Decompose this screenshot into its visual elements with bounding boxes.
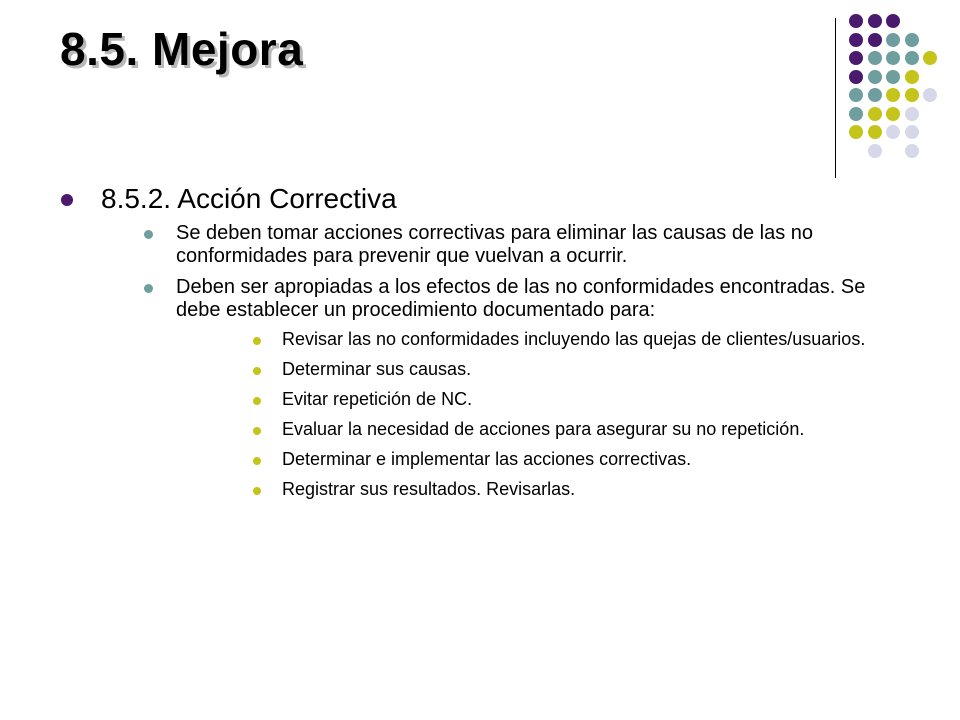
decorative-dot — [868, 70, 882, 84]
subpoint-text: Revisar las no conformidades incluyendo las quejas de clientes/usuarios. — [282, 329, 866, 349]
decorative-dot — [868, 51, 882, 65]
decorative-dot — [923, 88, 937, 102]
bullet-list-level-1 — [57, 182, 877, 500]
bullet-dot-icon — [253, 487, 261, 495]
bullet-list-level-2 — [101, 222, 877, 500]
decorative-dot — [868, 88, 882, 102]
decorative-dot — [905, 107, 919, 121]
decorative-dot — [849, 125, 863, 139]
decorative-dot — [886, 125, 900, 139]
point-text: Se deben tomar acciones correctivas para eliminar las causas de las no conformidades para prevenir que vuelvan a ocurrir. — [176, 222, 813, 267]
decorative-dot — [849, 33, 863, 47]
decorative-dot — [923, 51, 937, 65]
decorative-dot — [868, 33, 882, 47]
list-item — [176, 449, 877, 470]
subpoint-text: Evaluar la necesidad de acciones para asegurar su no repetición. — [282, 419, 805, 439]
decorative-dot — [905, 51, 919, 65]
heading-item — [57, 182, 877, 500]
decorative-dot — [905, 144, 919, 158]
decorative-dot — [886, 51, 900, 65]
list-item — [101, 276, 877, 500]
bullet-dot-icon — [253, 397, 261, 405]
decorative-dot — [868, 125, 882, 139]
list-item — [176, 419, 877, 440]
bullet-dot-icon — [253, 427, 261, 435]
subpoint-text: Determinar e implementar las acciones correctivas. — [282, 449, 692, 469]
decorative-dot — [868, 107, 882, 121]
slide-content — [57, 182, 877, 509]
decorative-dot — [849, 70, 863, 84]
bullet-list-level-3 — [176, 329, 877, 500]
slide-title: 8.5. Mejora — [60, 23, 304, 75]
bullet-dot-icon — [144, 284, 153, 293]
decorative-dot — [849, 51, 863, 65]
decorative-dot — [905, 88, 919, 102]
decorative-dot — [868, 14, 882, 28]
point-text: Deben ser apropiadas a los efectos de las no conformidades encontradas. Se debe establecer un procedimiento documentado para: — [176, 276, 866, 321]
bullet-dot-icon — [253, 457, 261, 465]
list-item — [176, 329, 877, 350]
decorative-dot — [886, 14, 900, 28]
list-item — [176, 479, 877, 500]
section-heading: 8.5.2. Acción Correctiva — [101, 183, 397, 214]
bullet-dot-icon — [253, 337, 261, 345]
decorative-dot — [849, 88, 863, 102]
decorative-dot — [905, 125, 919, 139]
decorative-dot — [886, 88, 900, 102]
decorative-dot — [886, 33, 900, 47]
decorative-dot — [868, 144, 882, 158]
list-item — [176, 389, 877, 410]
list-item — [176, 359, 877, 380]
bullet-dot-icon — [144, 230, 153, 239]
decorative-dot — [886, 70, 900, 84]
bullet-dot-icon — [253, 367, 261, 375]
decorative-dot — [905, 70, 919, 84]
decorative-dot — [849, 14, 863, 28]
bullet-dot-icon — [61, 194, 73, 206]
subpoint-text: Determinar sus causas. — [282, 359, 472, 379]
decorative-dot — [905, 33, 919, 47]
subpoint-text: Evitar repetición de NC. — [282, 389, 473, 409]
list-item — [101, 222, 877, 268]
decorative-dot — [886, 107, 900, 121]
decorative-dot — [849, 107, 863, 121]
subpoint-text: Registrar sus resultados. Revisarlas. — [282, 479, 576, 499]
